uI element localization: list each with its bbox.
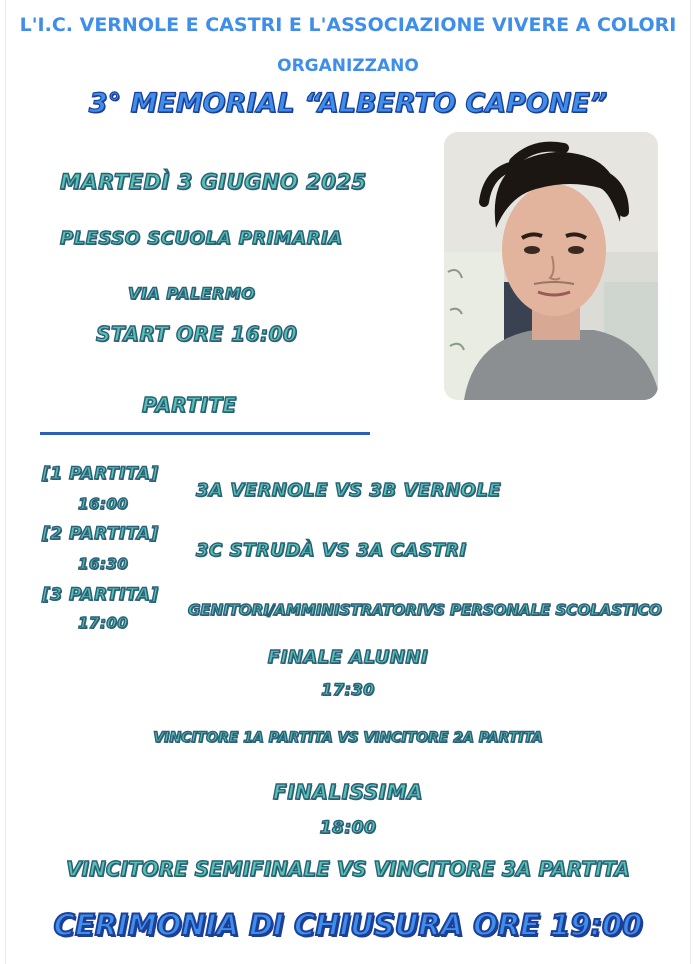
organizers-verb: ORGANIZZANO xyxy=(277,56,419,76)
event-date: MARTEDÌ 3 GIUGNO 2025 xyxy=(60,170,367,194)
event-street: VIA PALERMO xyxy=(128,284,256,303)
match-3-label: [3 PARTITA] xyxy=(42,585,159,605)
finalissima-teams: VINCITORE SEMIFINALE VS VINCITORE 3A PARTITA xyxy=(66,857,630,881)
event-place: PLESSO SCUOLA PRIMARIA xyxy=(60,228,343,249)
match-1-teams: 3A VERNOLE VS 3B VERNOLE xyxy=(196,480,502,501)
poster xyxy=(6,0,690,964)
match-2-label: [2 PARTITA] xyxy=(42,524,159,544)
match-3-time: 17:00 xyxy=(78,614,129,632)
finale-time: 17:30 xyxy=(321,680,375,699)
finalissima-time: 18:00 xyxy=(319,818,377,838)
match-2-time: 16:30 xyxy=(78,555,129,573)
match-1-time: 16:00 xyxy=(78,495,129,513)
event-start: START ORE 16:00 xyxy=(96,322,298,346)
finale-title: FINALE ALUNNI xyxy=(267,647,429,668)
finale-teams: VINCITORE 1A PARTITA VS VINCITORE 2A PARTITA xyxy=(153,730,543,746)
section-divider xyxy=(40,432,370,435)
closing-ceremony: CERIMONIA DI CHIUSURA ORE 19:00 xyxy=(53,908,643,942)
match-2-teams: 3C STRUDÀ VS 3A CASTRI xyxy=(196,540,467,561)
matches-heading: PARTITE xyxy=(142,393,237,417)
portrait-image xyxy=(444,132,658,400)
match-3-teams: GENITORI/AMMINISTRATORIVS PERSONALE SCOLASTICO xyxy=(188,601,662,619)
finalissima-title: FINALISSIMA xyxy=(273,780,423,804)
memorial-title: 3° MEMORIAL “ALBERTO CAPONE” xyxy=(88,88,608,119)
match-1-label: [1 PARTITA] xyxy=(42,464,159,484)
organizers-line: L'I.C. VERNOLE E CASTRI E L'ASSOCIAZIONE VIVERE A COLORI xyxy=(19,14,677,36)
portrait-photo xyxy=(444,132,658,400)
